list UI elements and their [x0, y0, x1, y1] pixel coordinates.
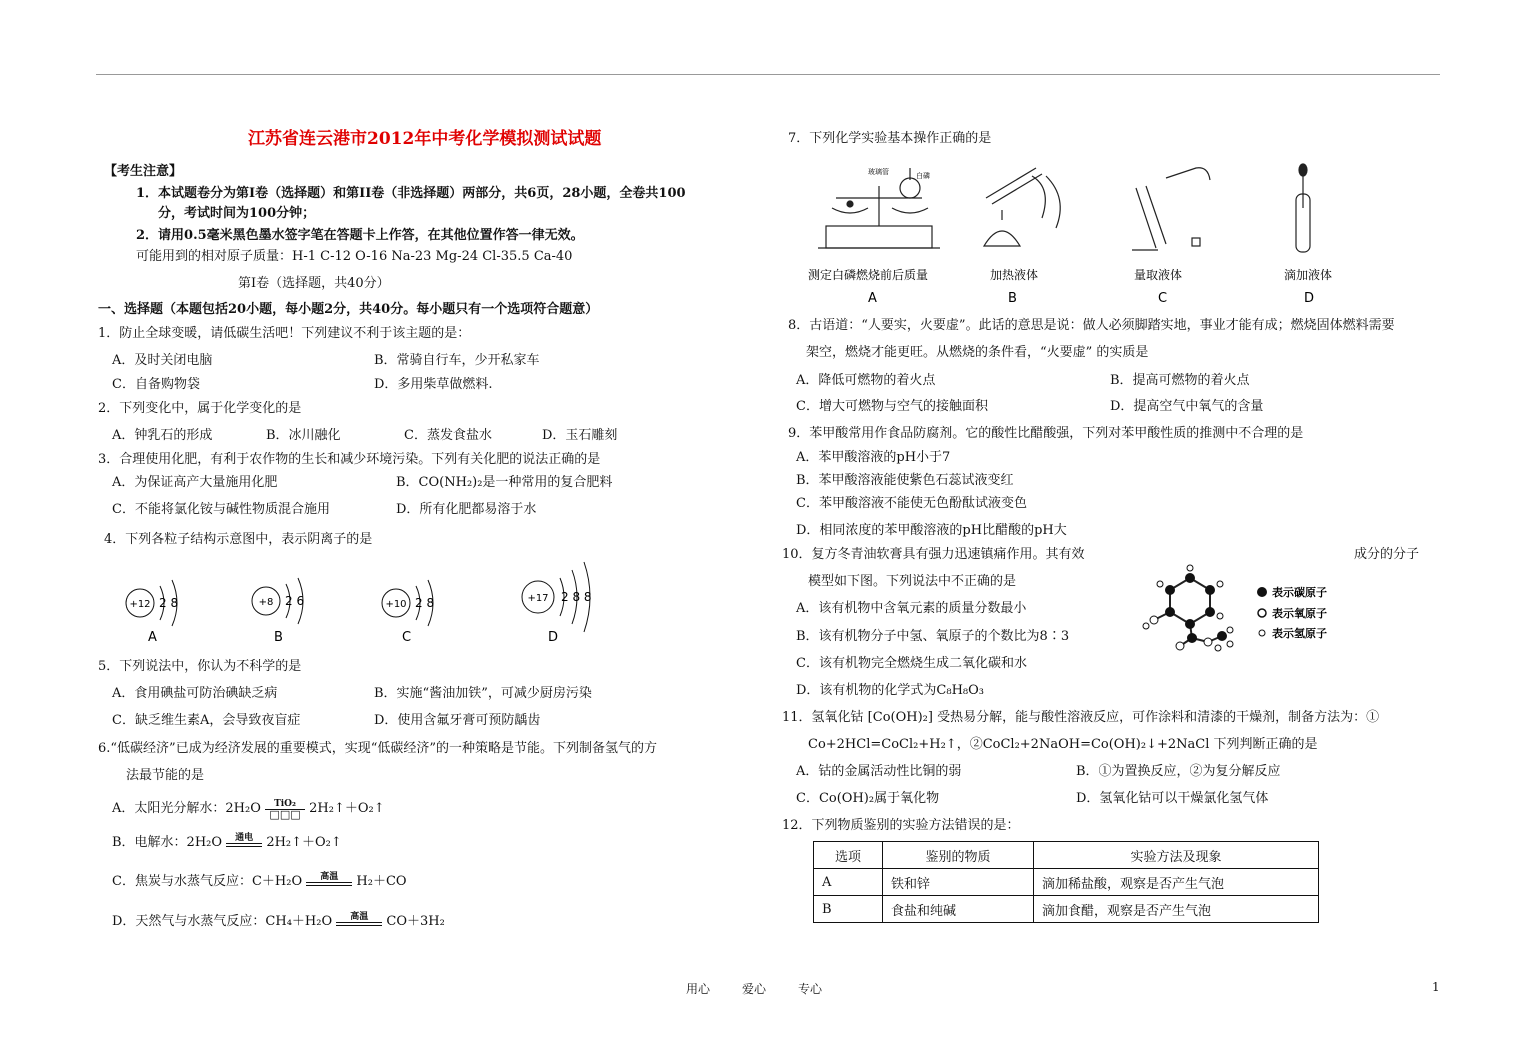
atom-a-nucleus: +12 — [129, 599, 151, 610]
q6-option-c — [112, 873, 407, 891]
q11-option-c: C．Co(OH)₂属于氧化物 — [796, 791, 940, 806]
q7-label-b: B — [1008, 291, 1017, 306]
atom-b-shells: 2 6 — [285, 594, 305, 608]
q5-stem: 5．下列说法中，你认为不科学的是 — [98, 659, 302, 674]
q6-a-reactant: A．太阳光分解水：2H₂O — [112, 801, 261, 816]
q1-option-c: C．自备购物袋 — [112, 377, 200, 392]
table-cell: 食盐和纯碱 — [883, 896, 1034, 923]
q6-d-products: CO＋3H₂ — [386, 914, 445, 929]
table-cell: 铁和锌 — [883, 869, 1034, 896]
q10-option-b: B．该有机物分子中氢、氧原子的个数比为8∶3 — [796, 629, 1070, 644]
atom-a-shells: 2 8 — [159, 596, 179, 610]
atom-c-nucleus: +10 — [385, 599, 407, 610]
q7-caption-a: 测定白磷燃烧前后质量 — [808, 268, 929, 282]
q6-stem-line2: 法最节能的是 — [126, 768, 205, 783]
footer-text-2: 爱心 — [742, 982, 767, 996]
notice-line-1b: 分，考试时间为100分钟； — [158, 206, 316, 221]
q5-option-c: C．缺乏维生素A，会导致夜盲症 — [112, 713, 301, 728]
q1-option-d: D．多用柴草做燃料. — [374, 377, 493, 392]
q8-option-d: D．提高空气中氧气的含量 — [1110, 399, 1264, 414]
footer-text-1: 用心 — [686, 982, 711, 996]
atom-d-nucleus: +17 — [527, 593, 549, 604]
q6-c-products: H₂＋CO — [356, 874, 407, 889]
q1-option-a: A．及时关闭电脑 — [112, 353, 213, 368]
notice-header: 【考生注意】 — [104, 164, 183, 179]
q4-atom-diagrams — [110, 552, 630, 652]
q2-option-c: C．蒸发食盐水 — [404, 428, 492, 443]
q8-stem-line2: 架空，燃烧才能更旺。从燃烧的条件看，“火要虚” 的实质是 — [806, 345, 1149, 360]
q9-option-c: C．苯甲酸溶液不能使无色酚酞试液变色 — [796, 496, 1027, 511]
q10-stem-line1b: 成分的分子 — [1354, 547, 1420, 562]
atom-b-label: B — [274, 630, 283, 645]
table-cell: A — [814, 869, 883, 896]
q6-option-d — [112, 913, 445, 931]
q3-stem: 3．合理使用化肥，有利于农作物的生长和减少环境污染。下列有关化肥的说法正确的是 — [98, 452, 601, 467]
q6-option-a — [112, 800, 385, 820]
q6-d-arrow — [336, 913, 382, 926]
q11-stem-line1: 11．氢氧化钴 [Co(OH)₂] 受热易分解，能与酸性溶液反应，可作涂料和清漆的干燥剂，制备方法为：① — [782, 710, 1380, 725]
atom-c — [382, 580, 434, 645]
q7-label-c: C — [1158, 291, 1168, 306]
q7-apparatus-figures — [806, 158, 1366, 308]
q6-d-condition: 高温 — [350, 912, 369, 922]
q2-stem: 2．下列变化中，属于化学变化的是 — [98, 401, 302, 416]
q6-c-reactant: C．焦炭与水蒸气反应：C＋H₂O — [112, 874, 303, 889]
q6-c-arrow — [306, 873, 352, 886]
q7-caption-d: 滴加液体 — [1284, 268, 1333, 282]
q7-stem: 7．下列化学实验基本操作正确的是 — [788, 131, 992, 146]
q6-a-products: 2H₂↑＋O₂↑ — [309, 801, 385, 816]
atom-d-label: D — [548, 630, 559, 645]
q5-option-d: D．使用含氟牙膏可预防龋齿 — [374, 713, 541, 728]
q8-stem-line1: 8．古语道：“人要实，火要虚”。此话的意思是说：做人必须脚踏实地，事业才能有成；燃烧固体燃料需要 — [788, 318, 1395, 333]
heating-figure — [984, 168, 1060, 246]
footer-text-3: 专心 — [798, 982, 823, 996]
q3-option-b: B．CO(NH₂)₂是一种常用的复合肥料 — [396, 475, 613, 490]
q6-option-b — [112, 834, 342, 852]
q6-b-arrow — [226, 834, 262, 847]
q2-option-a: A．钟乳石的形成 — [112, 428, 213, 443]
q7-caption-b: 加热液体 — [990, 268, 1039, 282]
q5-option-a: A．食用碘盐可防治碘缺乏病 — [112, 686, 278, 701]
table-header: 实验方法及现象 — [1034, 842, 1319, 869]
cylinder-figure — [1132, 168, 1210, 250]
section1-title: 一、选择题（本题包括20小题，每小题2分，共40分。每小题只有一个选项符合题意） — [98, 302, 599, 317]
q11-option-d: D．氢氧化钴可以干燥氯化氢气体 — [1076, 791, 1269, 806]
q3-option-a: A．为保证高产大量施用化肥 — [112, 475, 278, 490]
atom-d — [522, 562, 592, 645]
atom-a-label: A — [148, 630, 157, 645]
atomic-masses: 可能用到的相对原子质量：H-1 C-12 O-16 Na-23 Mg-24 Cl-35.5 Ca-40 — [136, 249, 573, 264]
q9-option-d: D．相同浓度的苯甲酸溶液的pH比醋酸的pH大 — [796, 523, 1067, 538]
table-cell: B — [814, 896, 883, 923]
atom-c-shells: 2 8 — [415, 596, 435, 610]
q6-d-reactant: D．天然气与水蒸气反应：CH₄＋H₂O — [112, 914, 333, 929]
atom-a — [126, 580, 178, 645]
balance-tag-phosphorus: 白磷 — [916, 172, 930, 180]
q10-stem-line2: 模型如下图。下列说法中不正确的是 — [808, 574, 1017, 589]
q7-caption-c: 量取液体 — [1134, 268, 1183, 282]
q8-option-b: B．提高可燃物的着火点 — [1110, 373, 1250, 388]
q7-label-d: D — [1304, 291, 1315, 306]
q10-stem-line1a: 10．复方冬青油软膏具有强力迅速镇痛作用。其有效 — [782, 547, 1085, 562]
notice-line-2: 2．请用0.5毫米黑色墨水签字笔在答题卡上作答，在其他位置作答一律无效。 — [136, 228, 584, 243]
q6-a-condition-2: □□□ — [265, 809, 305, 820]
q3-option-c: C．不能将氯化铵与碱性物质混合施用 — [112, 502, 330, 517]
q11-option-b: B．①为置换反应，②为复分解反应 — [1076, 764, 1281, 779]
table-header: 鉴别的物质 — [883, 842, 1034, 869]
q9-stem: 9．苯甲酸常用作食品防腐剂。它的酸性比醋酸强，下列对苯甲酸性质的推测中不合理的是 — [788, 426, 1304, 441]
q6-b-products: 2H₂↑＋O₂↑ — [266, 835, 342, 850]
q5-option-b: B．实施“酱油加铁”，可减少厨房污染 — [374, 686, 592, 701]
table-row — [814, 869, 1319, 896]
atom-c-label: C — [402, 630, 412, 645]
table-header: 选项 — [814, 842, 883, 869]
q4-stem: 4．下列各粒子结构示意图中，表示阴离子的是 — [104, 532, 373, 547]
table-cell: 滴加食醋，观察是否产生气泡 — [1034, 896, 1319, 923]
q2-option-d: D．玉石雕刻 — [542, 428, 618, 443]
balance-tag-tube: 玻璃管 — [868, 168, 889, 176]
q6-a-condition: TiO₂ — [274, 799, 296, 809]
q10-molecule-model — [1130, 560, 1360, 660]
page-number: 1 — [1432, 980, 1440, 994]
legend-oxygen: 表示氧原子 — [1272, 607, 1327, 620]
header-rule — [96, 74, 1440, 75]
q8-option-c: C．增大可燃物与空气的接触面积 — [796, 399, 988, 414]
q11-option-a: A．钴的金属活动性比铜的弱 — [796, 764, 962, 779]
q10-option-a: A．该有机物中含氧元素的质量分数最小 — [796, 601, 1027, 616]
atom-d-shells: 2 8 8 — [561, 590, 592, 604]
table-row — [814, 896, 1319, 923]
q2-option-b: B．冰川融化 — [266, 428, 341, 443]
q6-a-arrow — [265, 800, 305, 820]
notice-line-1a: 1．本试题卷分为第Ⅰ卷（选择题）和第II卷（非选择题）两部分，共6页，28小题，全卷共100 — [136, 186, 686, 201]
q6-c-condition: 高温 — [320, 872, 339, 882]
q7-label-a: A — [868, 291, 877, 306]
legend-hydrogen: 表示氢原子 — [1272, 627, 1327, 640]
q10-option-d: D．该有机物的化学式为C₈H₈O₃ — [796, 683, 984, 698]
exam-title: 江苏省连云港市2012年中考化学模拟测试试题 — [248, 129, 602, 149]
atom-b-nucleus: +8 — [258, 597, 274, 608]
atom-b — [252, 578, 304, 645]
q1-stem: 1．防止全球变暖，请低碳生活吧！下列建议不利于该主题的是： — [98, 326, 471, 341]
q12-table — [813, 841, 1319, 923]
q6-b-condition: 通电 — [235, 833, 254, 843]
table-cell: 滴加稀盐酸，观察是否产生气泡 — [1034, 869, 1319, 896]
table-header-row — [814, 842, 1319, 869]
q12-stem: 12．下列物质鉴别的实验方法错误的是： — [782, 818, 1020, 833]
q3-option-d: D．所有化肥都易溶于水 — [396, 502, 537, 517]
q1-option-b: B．常骑自行车，少开私家车 — [374, 353, 540, 368]
q10-option-c: C．该有机物完全燃烧生成二氧化碳和水 — [796, 656, 1027, 671]
part1-title: 第Ⅰ卷（选择题，共40分） — [238, 276, 390, 291]
q8-option-a: A．降低可燃物的着火点 — [796, 373, 936, 388]
q6-b-reactant: B．电解水：2H₂O — [112, 835, 223, 850]
q11-stem-line2: Co+2HCl=CoCl₂+H₂↑，②CoCl₂+2NaOH=Co(OH)₂↓+2NaCl 下列判断正确的是 — [808, 737, 1318, 752]
balance-figure — [818, 168, 940, 248]
q9-option-a: A．苯甲酸溶液的pH小于7 — [796, 450, 951, 465]
q9-option-b: B．苯甲酸溶液能使紫色石蕊试液变红 — [796, 473, 1014, 488]
dropper-figure — [1296, 164, 1310, 252]
legend-carbon: 表示碳原子 — [1272, 586, 1327, 599]
q6-stem-line1: 6.“低碳经济”已成为经济发展的重要模式，实现“低碳经济”的一种策略是节能。下列制备氢气的方 — [98, 741, 657, 756]
